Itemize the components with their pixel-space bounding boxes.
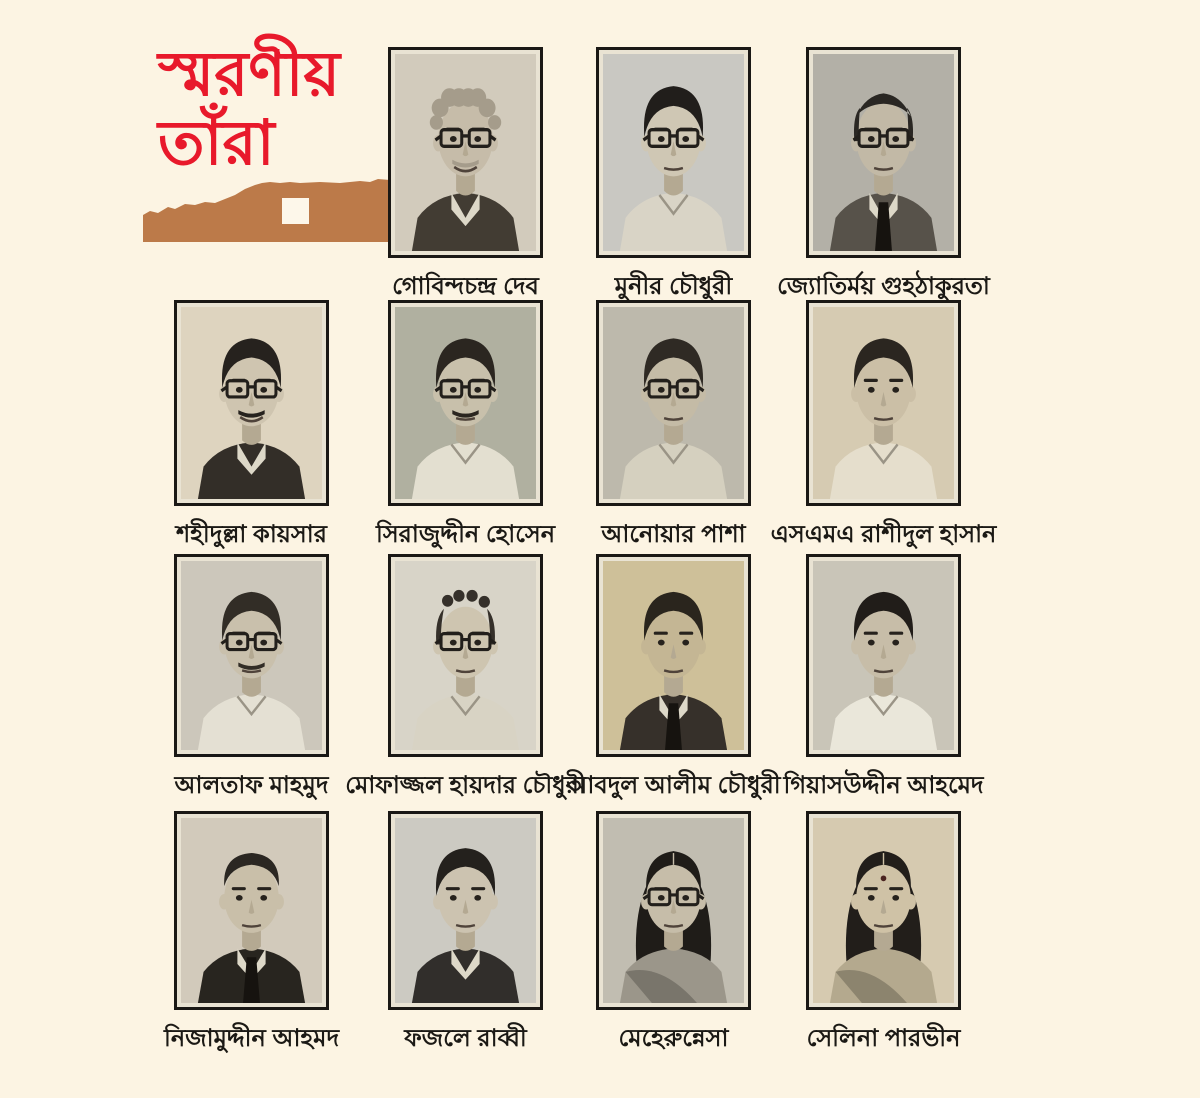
portrait-card <box>345 554 586 807</box>
title-banner <box>142 176 392 244</box>
banner-shape <box>143 179 390 242</box>
portrait-card <box>163 811 340 1060</box>
person-photo-placeholder <box>181 307 322 499</box>
person-photo-placeholder <box>395 54 536 251</box>
portrait-card <box>174 554 329 807</box>
person-photo-placeholder <box>603 818 744 1003</box>
portrait-card <box>596 300 751 556</box>
portrait-caption: ফজলে রাব্বী <box>404 1025 527 1052</box>
person-photo-placeholder <box>603 307 744 499</box>
portrait-card <box>388 47 543 308</box>
portrait-caption: জ্যোতির্ময় গুহঠাকুরতা <box>777 273 990 300</box>
portrait-caption: মুনীর চৌধুরী <box>614 273 733 300</box>
portrait-caption: মোফাজ্জল হায়দার চৌধুরী <box>345 772 586 799</box>
portrait-photo <box>806 300 961 506</box>
title-line-1: স্মরণীয় <box>158 40 341 109</box>
portrait-photo <box>596 47 751 258</box>
portrait-card <box>596 811 751 1060</box>
person-photo-placeholder <box>603 561 744 750</box>
portrait-card <box>596 47 751 308</box>
portrait-caption: গিয়াসউদ্দীন আহমেদ <box>783 772 984 799</box>
portrait-caption: শহীদুল্লা কায়সার <box>176 521 327 548</box>
portrait-card <box>566 554 781 807</box>
portrait-caption: সিরাজুদ্দীন হোসেন <box>375 521 556 548</box>
portrait-card <box>783 554 984 807</box>
portrait-photo <box>174 300 329 506</box>
person-photo-placeholder <box>813 561 954 750</box>
portrait-photo <box>596 554 751 757</box>
portrait-photo <box>174 811 329 1010</box>
person-photo-placeholder <box>813 54 954 251</box>
portrait-photo <box>596 811 751 1010</box>
portrait-card <box>388 811 543 1060</box>
portrait-photo <box>806 811 961 1010</box>
portrait-caption: আবদুল আলীম চৌধুরী <box>566 772 781 799</box>
banner-square <box>282 198 309 224</box>
portrait-caption: আলতাফ মাহমুদ <box>174 772 329 799</box>
portrait-photo <box>388 47 543 258</box>
person-photo-placeholder <box>395 307 536 499</box>
portrait-caption: এসএমএ রাশীদুল হাসান <box>770 521 997 548</box>
portrait-photo <box>388 554 543 757</box>
portrait-card <box>174 300 329 556</box>
portrait-caption: মেহেরুন্নেসা <box>618 1025 729 1052</box>
portrait-card <box>777 47 990 308</box>
portrait-caption: নিজামুদ্দীন আহমদ <box>163 1025 340 1052</box>
portrait-photo <box>806 554 961 757</box>
portrait-card <box>375 300 556 556</box>
portrait-photo <box>806 47 961 258</box>
person-photo-placeholder <box>395 561 536 750</box>
portrait-caption: আনোয়ার পাশা <box>601 521 746 548</box>
person-photo-placeholder <box>603 54 744 251</box>
portrait-photo <box>174 554 329 757</box>
portrait-photo <box>388 811 543 1010</box>
person-photo-placeholder <box>181 561 322 750</box>
portrait-card <box>770 300 997 556</box>
person-photo-placeholder <box>813 818 954 1003</box>
portrait-caption: সেলিনা পারভীন <box>806 1025 961 1052</box>
title-line-2: তাঁরা <box>158 109 275 179</box>
portrait-caption: গোবিন্দচন্দ্র দেব <box>392 273 539 300</box>
portrait-photo <box>596 300 751 506</box>
memorial-title <box>158 40 340 179</box>
portrait-card <box>806 811 961 1060</box>
person-photo-placeholder <box>813 307 954 499</box>
person-photo-placeholder <box>181 818 322 1003</box>
portrait-photo <box>388 300 543 506</box>
person-photo-placeholder <box>395 818 536 1003</box>
